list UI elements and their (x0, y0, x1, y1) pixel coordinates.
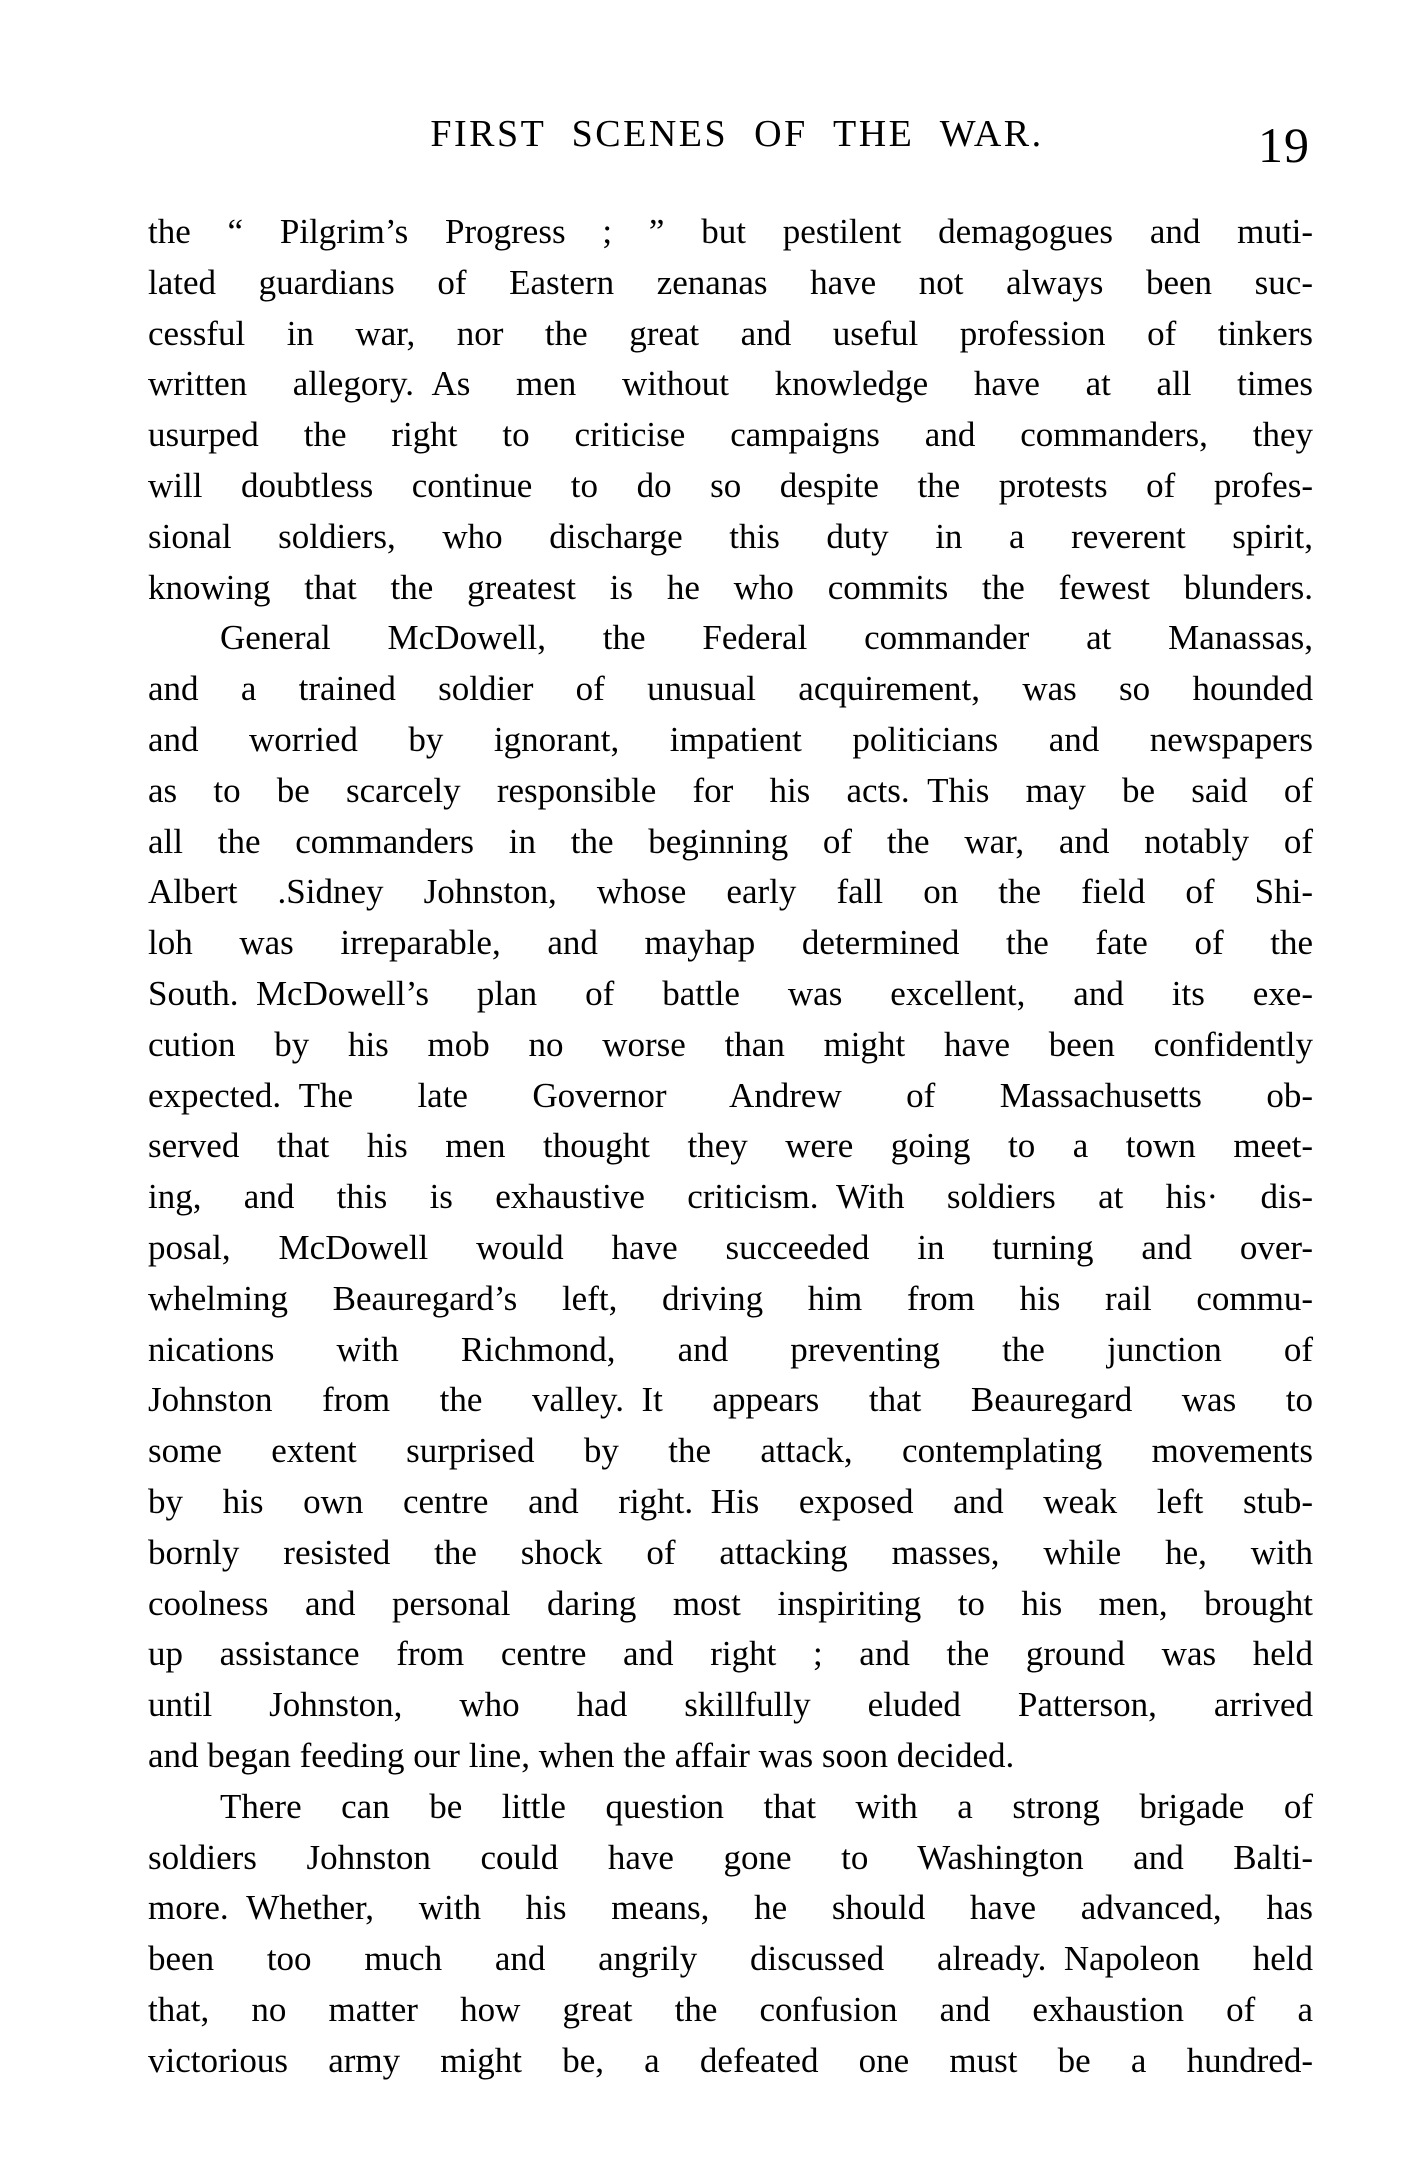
text-line: whelming Beauregard’s left, driving him from his rail commu- (148, 1278, 1313, 1318)
text-line: soldiers Johnston could have gone to Washington and Balti- (148, 1837, 1313, 1877)
text-line: knowing that the greatest is he who commits the fewest blunders. (148, 567, 1313, 607)
paragraph (148, 613, 1313, 1781)
text-line: General McDowell, the Federal commander at Manassas, (220, 618, 1313, 658)
page-number: 19 (1258, 117, 1310, 173)
page-header-title: FIRST SCENES OF THE WAR. (430, 113, 1044, 155)
text-line: ing, and this is exhaustive criticism. With soldiers at his· dis- (148, 1177, 1313, 1217)
text-line: written allegory. As men without knowledge have at all times (148, 364, 1313, 404)
text-line: sional soldiers, who discharge this duty in a reverent spirit, (148, 516, 1313, 556)
text-line: until Johnston, who had skillfully eluded Patterson, arrived (148, 1685, 1313, 1725)
text-line: loh was irreparable, and mayhap determined the fate of the (148, 923, 1313, 963)
running-header (0, 0, 1415, 180)
text-line: Johnston from the valley. It appears that Beauregard was to (148, 1380, 1313, 1420)
text-line: more. Whether, with his means, he should have advanced, has (148, 1888, 1313, 1928)
text-line: as to be scarcely responsible for his acts. This may be said of (148, 770, 1313, 810)
text-line: all the commanders in the beginning of the war, and notably of (148, 821, 1313, 861)
text-line: and began feeding our line, when the affair was soon decided. (148, 1735, 1015, 1775)
text-line: nications with Richmond, and preventing the junction of (148, 1329, 1313, 1369)
text-line: Albert .Sidney Johnston, whose early fall on the field of Shi- (148, 872, 1313, 912)
text-line: coolness and personal daring most inspiriting to his men, brought (148, 1583, 1313, 1623)
text-line: been too much and angrily discussed already. Napoleon held (148, 1939, 1313, 1979)
text-line: and worried by ignorant, impatient politicians and newspapers (148, 719, 1313, 759)
text-line: posal, McDowell would have succeeded in turning and over- (148, 1227, 1313, 1267)
text-line: lated guardians of Eastern zenanas have not always been suc- (148, 262, 1313, 302)
text-line: expected. The late Governor Andrew of Massachusetts ob- (148, 1075, 1313, 1115)
paragraph (148, 1782, 1313, 2087)
text-line: will doubtless continue to do so despite the protests of profes- (148, 465, 1313, 505)
text-line: usurped the right to criticise campaigns and commanders, they (148, 415, 1313, 455)
text-line: some extent surprised by the attack, contemplating movements (148, 1431, 1313, 1471)
paragraph (148, 207, 1313, 613)
text-line: South. McDowell’s plan of battle was excellent, and its exe- (148, 973, 1313, 1013)
page-body (148, 207, 1313, 2086)
text-line: and a trained soldier of unusual acquirement, was so hounded (148, 669, 1313, 709)
text-line: bornly resisted the shock of attacking masses, while he, with (148, 1532, 1313, 1572)
text-line: victorious army might be, a defeated one must be a hundred- (148, 2040, 1313, 2080)
text-line: cessful in war, nor the great and useful profession of tinkers (148, 313, 1313, 353)
text-line: served that his men thought they were going to a town meet- (148, 1126, 1313, 1166)
text-line: up assistance from centre and right ; and the ground was held (148, 1634, 1313, 1674)
text-line: that, no matter how great the confusion and exhaustion of a (148, 1989, 1313, 2029)
text-line: There can be little question that with a strong brigade of (220, 1786, 1313, 1826)
text-line: the “ Pilgrim’s Progress ; ” but pestilent demagogues and muti- (148, 212, 1313, 251)
text-line: by his own centre and right. His exposed and weak left stub- (148, 1481, 1313, 1521)
text-line: cution by his mob no worse than might have been confidently (148, 1024, 1313, 1064)
